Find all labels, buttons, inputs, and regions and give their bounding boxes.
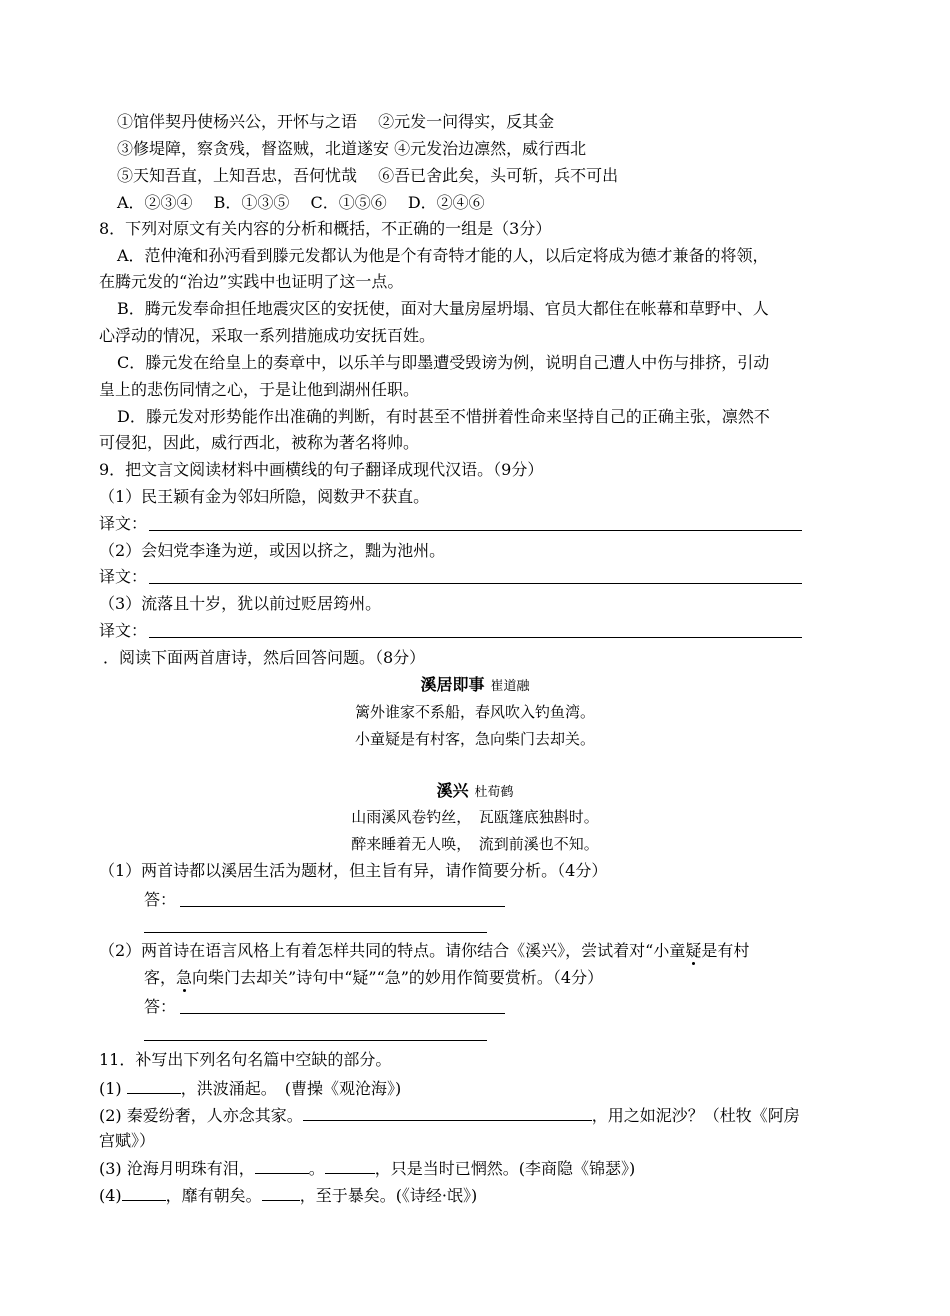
q9-sentence-1: （1）民王颖有金为邻妇所隐，阅数尹不获直。: [99, 487, 430, 506]
q10-sub-question-1: （1）两首诗都以溪居生活为题材，但主旨有异，请作简要分析。（4分）: [99, 861, 608, 880]
q8-option-c-line-2: 皇上的悲伤同情之心，于是让他到湖州任职。: [99, 380, 420, 399]
q9-translation-label-1: 译文：: [99, 514, 148, 533]
q11-item-2-continued: 宫赋》）: [99, 1131, 156, 1150]
poem-2-line-2: 醉来睡着无人唤， 流到前溪也不知。: [351, 835, 599, 853]
q11-item-1: [99, 1077, 401, 1099]
q10-answer-label-1: 答：: [144, 890, 177, 909]
q11-item-4-prefix: (4): [99, 1186, 122, 1205]
q8-option-d-line-2: 可侵犯，因此，威行西北，被称为著名将帅。: [99, 433, 420, 452]
q11-item-1-text: ，洪波涌起。 (曹操《观沧海》): [180, 1079, 402, 1098]
q8-option-a-line-2: 在腾元发的“治边”实践中也证明了这一点。: [99, 272, 404, 291]
blank-2[interactable]: [303, 1104, 592, 1121]
poem-1-heading: [0, 675, 950, 697]
q9-translation-label-2: 译文：: [99, 567, 148, 586]
poem-1-author: 崔道融: [490, 679, 530, 694]
q10-sub-question-2-line-1: [99, 941, 749, 961]
q11-item-2-prefix: (2) 秦爱纷奢，人亦念其家。: [99, 1106, 303, 1125]
poem-2-heading: [0, 781, 950, 803]
q10-stem: ．阅读下面两首唐诗，然后回答问题。（8分）: [103, 648, 426, 667]
q10-sub-question-2-line-2: [144, 968, 603, 988]
q9-translation-label-3: 译文：: [99, 621, 148, 640]
q10-answer-label-2: 答：: [144, 997, 177, 1016]
blank-4a[interactable]: [122, 1184, 166, 1201]
q10-answer-line-2b[interactable]: [144, 1040, 487, 1041]
q11-item-4-mid: ，靡有朝矣。: [165, 1186, 262, 1205]
blank-3b[interactable]: [325, 1157, 375, 1174]
q10-answer-line-2a[interactable]: [180, 1013, 505, 1014]
q10-sub2-text-c: 客，: [144, 968, 177, 987]
poem-2-line-1: 山雨溪风卷钓丝， 瓦瓯篷底独斟时。: [351, 808, 599, 826]
q10-answer-line-1b[interactable]: [144, 932, 487, 933]
emphasis-dot-yi: 疑: [685, 941, 702, 960]
poem-2-author: 杜荀鹤: [474, 785, 514, 800]
q10-sub2-text-b: 是有村: [701, 941, 750, 960]
q10-sub2-text-d: 向柴门去却关”诗句中“疑”“急”的妙用作简要赏析。（4分）: [192, 968, 604, 987]
poem-1-line-2: 小童疑是有村客，急向柴门去却关。: [354, 730, 595, 748]
q11-item-1-prefix: (1): [99, 1079, 127, 1098]
q8-option-b-line-2: 心浮动的情况，采取一系列措施成功安抚百姓。: [99, 326, 436, 345]
q8-option-a-line-1: A．范仲淹和孙沔看到滕元发都认为他是个有奇特才能的人，以后定将成为德才兼备的将领，: [117, 246, 769, 265]
q7-option-line-1: ①馆伴契丹使杨兴公，开怀与之语 ②元发一问得实，反其金: [117, 112, 555, 131]
q10-answer-line-1a[interactable]: [180, 906, 505, 907]
q11-item-3-mid: 。: [308, 1159, 325, 1178]
q9-answer-line-1[interactable]: [149, 530, 802, 531]
q7-option-line-3: ⑤天知吾直，上知吾忠，吾何忧哉 ⑥吾已舍此矣，头可斩，兵不可出: [117, 166, 619, 185]
q8-option-c-line-1: C．滕元发在给皇上的奏章中，以乐羊与即墨遭受毁谤为例，说明自己遭人中伤与排挤，引动: [117, 353, 770, 372]
q9-stem: 9．把文言文阅读材料中画横线的句子翻译成现代汉语。（9分）: [99, 460, 544, 479]
q8-stem: 8．下列对原文有关内容的分析和概括，不正确的一组是（3分）: [99, 219, 552, 238]
q8-option-d-line-1: D．滕元发对形势能作出准确的判断，有时甚至不惜拼着性命来坚持自己的正确主张，凛然不: [117, 407, 770, 426]
q10-sub2-text-a: （2）两首诗在语言风格上有着怎样共同的特点。请你结合《溪兴》，尝试着对“小童: [99, 941, 686, 960]
q11-item-3: [99, 1157, 635, 1179]
q9-sentence-3: （3）流落且十岁，犹以前过贬居筠州。: [99, 594, 382, 613]
q7-choices: A．②③④ B．①③⑤ C．①⑤⑥ D．②④⑥: [117, 193, 485, 212]
q11-item-4: [99, 1184, 477, 1206]
q11-item-3-text: ，只是当时已惘然。(李商隐《锦瑟》): [374, 1159, 636, 1178]
poem-2-title: 溪兴: [436, 781, 469, 800]
emphasis-dot-ji: 急: [176, 968, 193, 987]
q9-answer-line-2[interactable]: [149, 583, 802, 584]
blank-1[interactable]: [127, 1077, 181, 1094]
q11-item-2: [99, 1104, 800, 1126]
blank-4b[interactable]: [262, 1184, 300, 1201]
poem-1-line-1: 篱外谁家不系船，春风吹入钓鱼湾。: [354, 703, 595, 721]
q11-item-4-text: ，至于暴矣。(《诗经·氓》): [299, 1186, 478, 1205]
q9-sentence-2: （2）会妇党李逢为逆，或因以挤之，黜为池州。: [99, 541, 446, 560]
q8-option-b-line-1: B．腾元发奉命担任地震灾区的安抚使，面对大量房屋坍塌、官员大都住在帐幕和草野中、人: [117, 299, 769, 318]
q9-answer-line-3[interactable]: [149, 637, 802, 638]
q11-item-3-prefix: (3) 沧海月明珠有泪，: [99, 1159, 255, 1178]
blank-3a[interactable]: [255, 1157, 309, 1174]
q11-stem: 11．补写出下列名句名篇中空缺的部分。: [99, 1050, 392, 1069]
q7-option-line-2: ③修堤障，察贪残，督盗贼，北道遂安 ④元发治边凛然，威行西北: [117, 139, 587, 158]
q11-item-2-text: ，用之如泥沙？（杜牧《阿房: [591, 1106, 800, 1125]
poem-1-title: 溪居即事: [420, 675, 485, 694]
